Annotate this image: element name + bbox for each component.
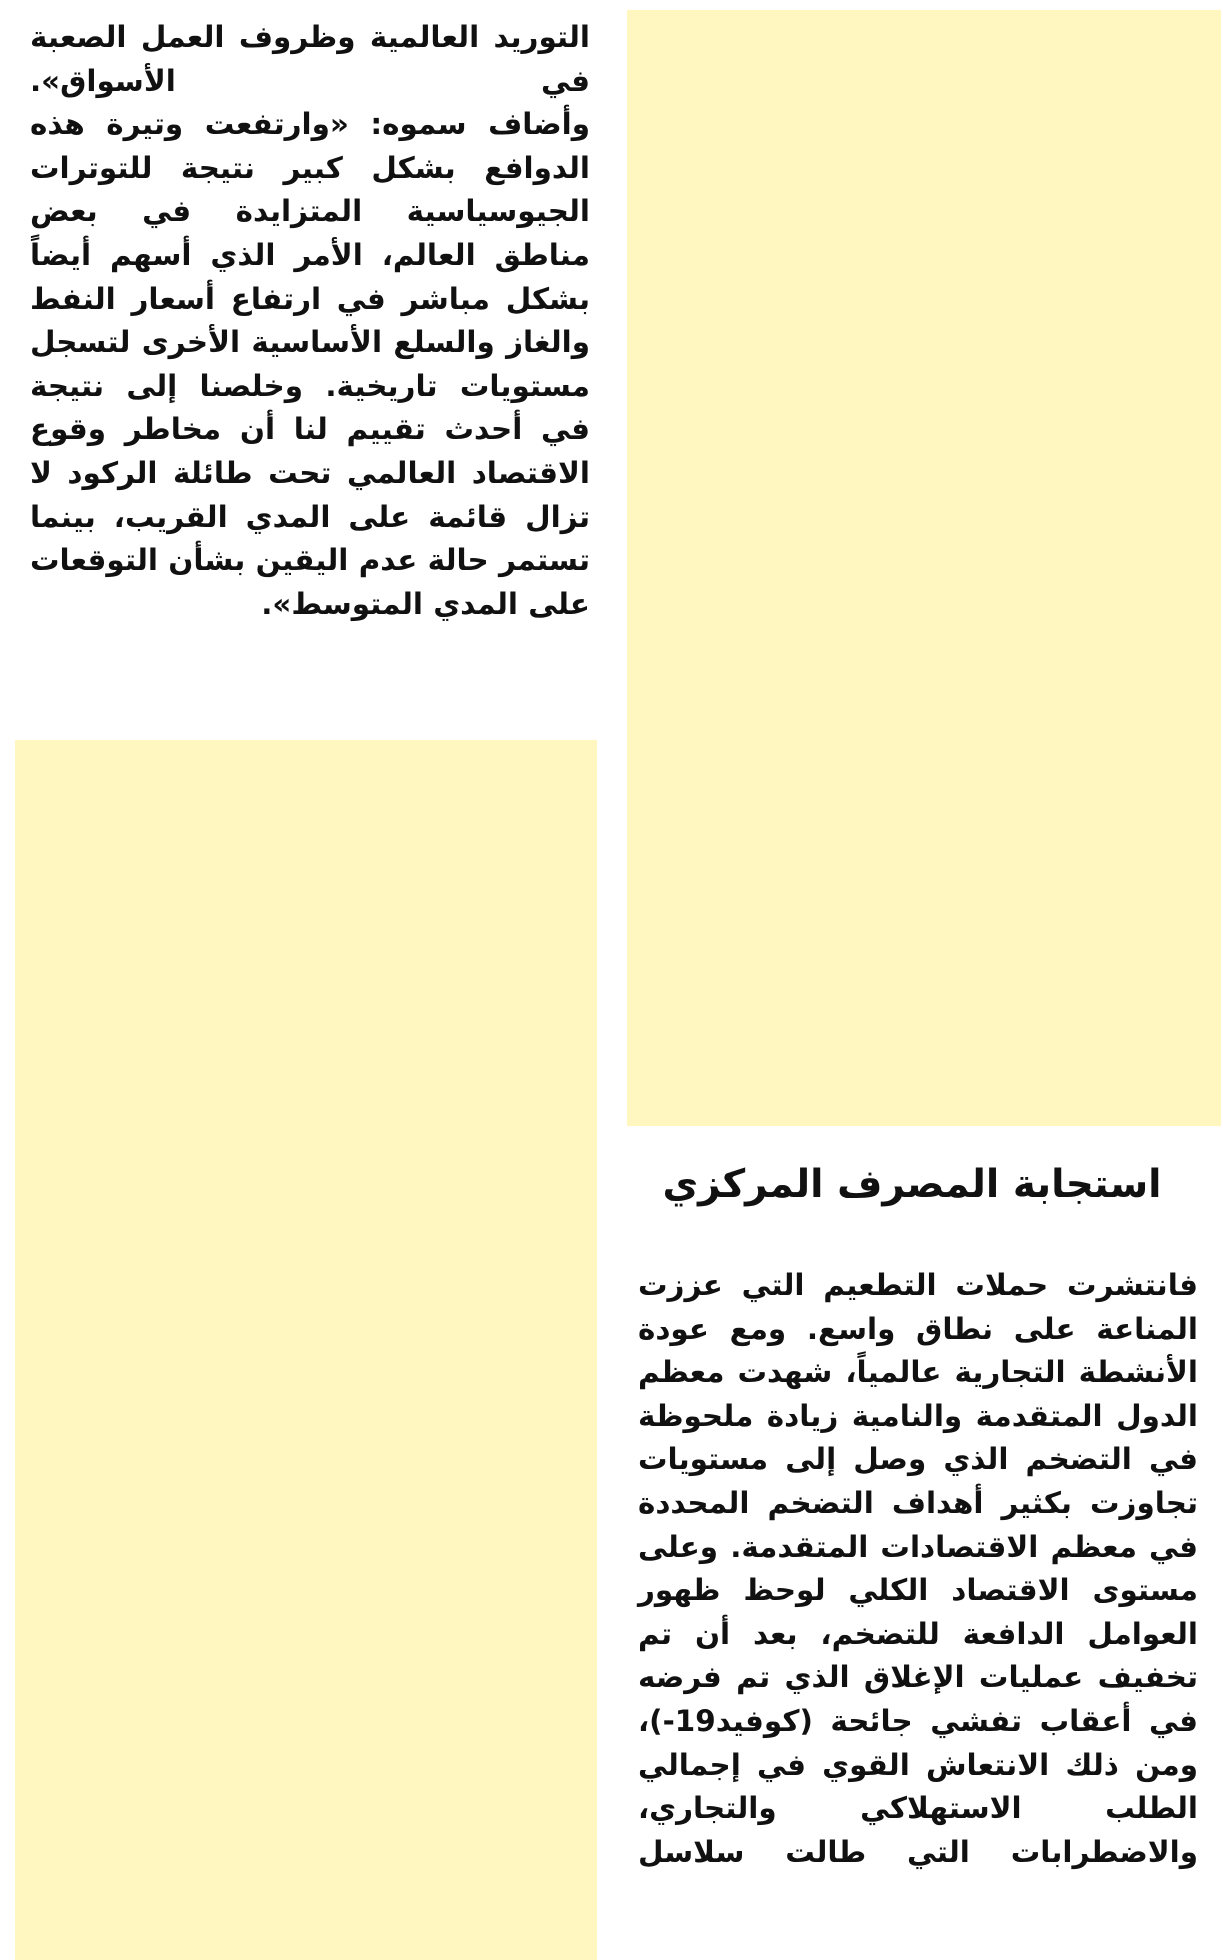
left-text-column xyxy=(30,16,590,626)
left-paragraph-2: وأضاف سموه: «وارتفعت وتيرة هذه الدوافع بشكل كبير نتيجة للتوترات الجيوسياسية المتزايدة في بعض مناطق العالم، الأمر الذي أسهم أيضاً بشكل مباشر في ارتفاع أسعار النفط والغاز والسلع الأساسية الأخرى لتسجل مستويات تاريخية. وخلصنا إلى نتيجة في أحدث تقييم لنا أن مخاطر وقوع الاقتصاد العالمي تحت طائلة الركود لا تزال قائمة على المدي القريب، بينما تستمر حالة عدم اليقين بشأن التوقعات على المدي المتوسط». xyxy=(30,107,590,621)
left-paragraph-1: التوريد العالمية وظروف العمل الصعبة في الأسواق». xyxy=(30,20,590,98)
section-heading: استجابة المصرف المركزي xyxy=(662,1162,1162,1207)
right-paragraph-1: فانتشرت حملات التطعيم التي عززت المناعة على نطاق واسع. ومع عودة الأنشطة التجارية عالمياً، شهدت معظم الدول المتقدمة والنامية زيادة ملحوظة في التضخم الذي وصل إلى مستويات تجاوزت بكثير أهداف التضخم المحددة في معظم الاقتصادات المتقدمة. وعلى مستوى الاقتصاد الكلي لوحظ ظهور العوامل الدافعة للتضخم، بعد أن تم تخفيف عمليات الإغلاق الذي تم فرضه في أعقاب تفشي جائحة (كوفيد19-)، ومن ذلك الانتعاش القوي في إجمالي الطلب الاستهلاكي والتجاري، والاضطرابات التي طالت سلاسل xyxy=(638,1268,1198,1869)
highlight-panel-top-right xyxy=(627,10,1221,1126)
right-text-column xyxy=(638,1264,1198,1874)
highlight-panel-bottom-left xyxy=(15,740,597,1960)
